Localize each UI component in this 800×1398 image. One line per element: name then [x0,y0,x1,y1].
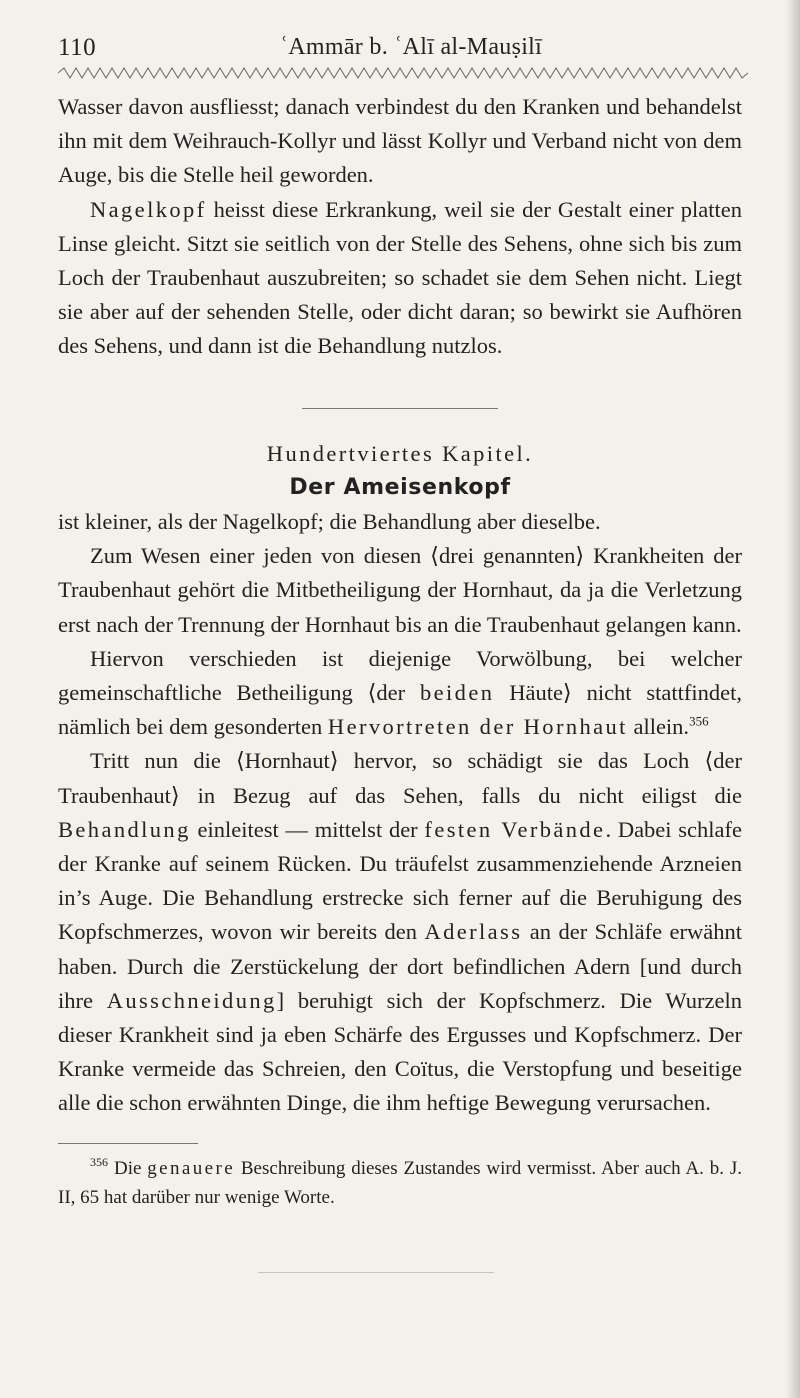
chapter-label: Hundertviertes Kapitel. [266,440,534,466]
paragraph-hiervon-part-e: allein. [627,714,690,740]
term-festen-verbaende: festen Verbände [424,816,606,842]
footnote-reference: 356 [689,713,709,729]
paragraph-hiervon [58,642,742,745]
footnote-part-a: Die [114,1157,148,1179]
footnote-rule [58,1143,198,1144]
term-behandlung: Behandlung [58,816,191,842]
page-edge-shadow [786,0,800,1398]
paragraph-tritt-part-c: einleitest — mittelst der [190,816,425,842]
paragraph-hiervon-part-a: Hiervon verschieden ist diejenige Vorwölbung, bei welcher gemeinschaftliche Betheiligung ⟨der [58,645,742,706]
paragraph-nagelkopf [58,193,742,364]
bottom-bleed-line [258,1272,494,1273]
paragraph-hiervon-part-c: Häute⟩ nicht stattfindet, nämlich bei dem gesonderten [58,680,743,740]
term-ausschneidung: Ausschneidung [106,987,277,1013]
term-genauere: genauere [147,1157,236,1179]
page-number: 110 [58,34,97,61]
running-title: ʿAmmār b. ʿAlī al-Mauṣilī [280,34,543,60]
paragraph-tritt-part-a: Tritt nun die ⟨Hornhaut⟩ hervor, so schädigt sie das Loch ⟨der Traubenhaut⟩ in Bezug auf das Sehen, falls du nicht eiligst die [58,748,742,808]
paragraph-nagelkopf-text: heisst diese Erkrankung, weil sie der Gestalt einer platten Linse gleicht. Sitzt sie seitlich von der Stelle des Sehens, ohne sich bis zum Loch der Traubenhaut auszubreiten; so schadet sie dem Sehen nicht. Liegt sie aber auf der sehenden Stelle, oder dicht daran; so bewirkt sie Aufhören des Sehens, und dann ist die Behandlung nutzlos. [58,196,742,359]
main-text-block [58,90,742,1212]
paragraph-tritt-part-e: . Dabei schlafe der Kranke auf seinem Rücken. Du träufelst zusammenziehende Arzneien in’s Auge. Die Behandlung erstrecke sich ferner auf die Beruhigung des Kopfschmerzes, wovon wir bereits den [58,816,743,945]
paragraph-tritt [58,744,742,1120]
term-hervortreten: Hervortreten der Hornhaut [327,714,628,740]
footnote-number: 356 [90,1155,108,1170]
chapter-heading: Der Ameisenkopf [289,474,511,500]
term-beiden: beiden [419,680,495,706]
running-header [58,30,738,70]
paragraph-wesen: Zum Wesen einer jeden von diesen ⟨drei genannten⟩ Krankheiten der Traubenhaut gehört die Mitbetheiligung der Hornhaut, da ja die Verletzung erst nach der Trennung der Hornhaut bis an die Traubenhaut gelangen kann. [58,543,742,637]
paragraph-ameisenkopf: ist kleiner, als der Nagelkopf; die Behandlung aber dieselbe. [58,509,601,535]
paragraph-tritt-part-i: ] beruhigt sich der Kopfschmerz. Die Wurzeln dieser Krankheit sind ja eben Schärfe des Ergusses und Kopfschmerz. Der Kranke vermeide das Schreien, den Coïtus, die Verstopfung und beseitige alle die schon erwähnten Dinge, die ihm heftige Bewegung verursachen. [58,987,742,1116]
paragraph-tritt-part-g: an der Schläfe erwähnt haben. Durch die Zerstückelung der dort befindlichen Adern [und durch ihre [58,919,742,1013]
paragraph-continuation: Wasser davon ausfliesst; danach verbindest du den Kranken und behandelst ihn mit dem Weihrauch-Kollyr und lässt Kollyr und Verband nicht von dem Auge, bis die Stelle heil geworden. [58,94,742,188]
section-divider [302,408,498,409]
term-aderlass: Aderlass [424,919,523,945]
footnote-356 [58,1154,742,1212]
term-nagelkopf: Nagelkopf [90,196,207,222]
wavy-ornament-rule [58,66,748,80]
footnote-part-c: Beschreibung dieses Zustandes wird vermisst. Aber auch A. b. J. II, 65 hat darüber nur wenige Worte. [58,1157,742,1208]
